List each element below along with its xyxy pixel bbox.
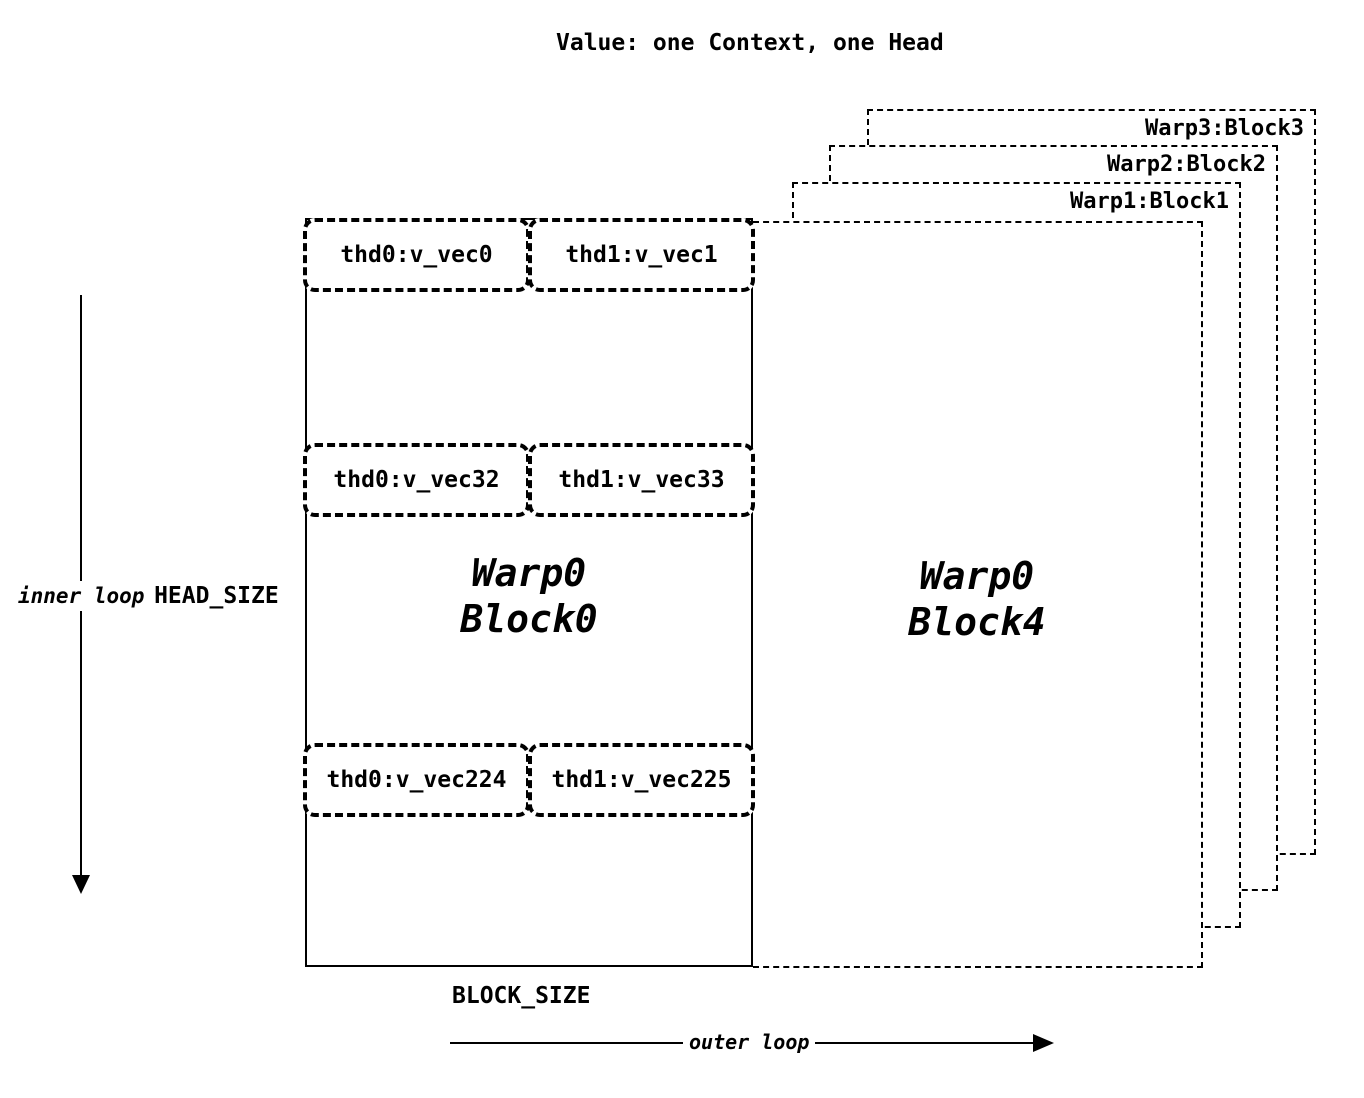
diagram-title: Value: one Context, one Head	[556, 30, 944, 56]
warp0-block4-label-line1: Warp0	[919, 554, 1035, 598]
warp2-block2-label: Warp2:Block2	[1107, 152, 1266, 177]
warp0-block4-rect	[753, 221, 1203, 968]
outer-loop-arrowhead-icon	[1033, 1034, 1054, 1052]
thread-box-thd0-v-vec224: thd0:v_vec224	[303, 743, 530, 817]
thread-box-thd1-v-vec225: thd1:v_vec225	[528, 743, 755, 817]
warp0-block0-label-line2: Block0	[460, 597, 598, 641]
thread-box-thd1-v-vec33: thd1:v_vec33	[528, 443, 755, 517]
warp0-block4-label	[753, 553, 1201, 645]
warp3-block3-label: Warp3:Block3	[1145, 116, 1304, 141]
thread-box-thd1-v-vec1: thd1:v_vec1	[528, 218, 755, 292]
warp0-block0-label	[307, 550, 751, 642]
inner-loop-axis-label	[14, 581, 283, 611]
inner-loop-label: inner loop	[18, 584, 145, 608]
outer-loop-label: outer loop	[683, 1030, 815, 1054]
thread-box-thd0-v-vec32: thd0:v_vec32	[303, 443, 530, 517]
block-size-label: BLOCK_SIZE	[452, 983, 591, 1009]
warp0-block0-label-line1: Warp0	[471, 551, 587, 595]
warp1-block1-label: Warp1:Block1	[1070, 189, 1229, 214]
warp0-block4-label-line2: Block4	[908, 600, 1046, 644]
inner-loop-arrowhead-icon	[72, 875, 90, 894]
thread-box-thd0-v-vec0: thd0:v_vec0	[303, 218, 530, 292]
warp0-block0-rect	[305, 218, 753, 967]
head-size-label: HEAD_SIZE	[154, 583, 279, 609]
